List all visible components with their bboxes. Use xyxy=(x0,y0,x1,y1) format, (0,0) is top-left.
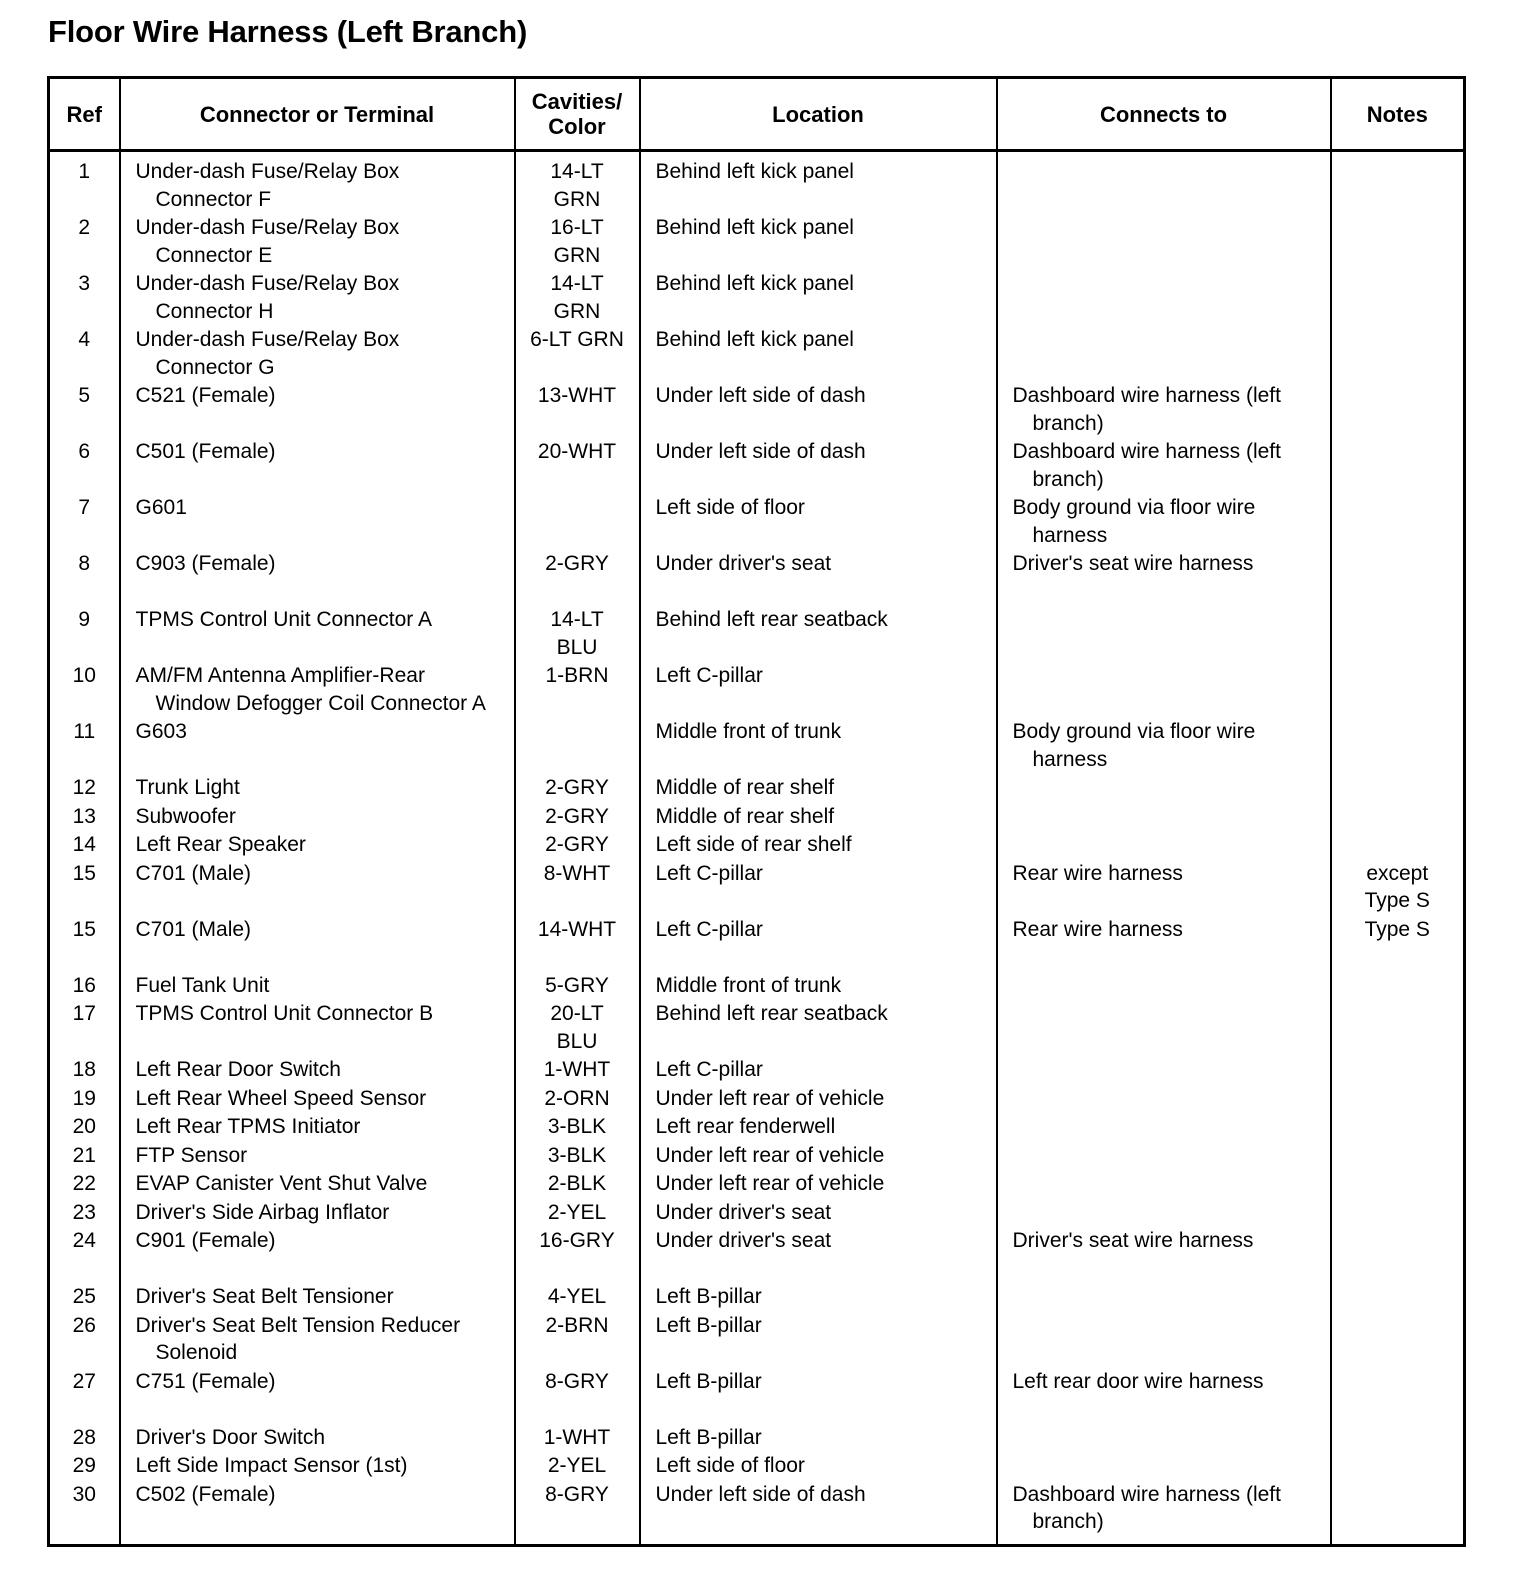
table-row xyxy=(49,718,1465,774)
cell-cavities-color: 2-YEL xyxy=(515,1452,640,1481)
cell-connector: TPMS Control Unit Connector B xyxy=(120,1000,515,1056)
cell-location: Under driver's seat xyxy=(640,1227,997,1283)
cell-ref: 29 xyxy=(49,1452,120,1481)
cell-cavities-color: 14-WHT xyxy=(515,916,640,972)
cell-location: Left B-pillar xyxy=(640,1424,997,1453)
table-row xyxy=(49,774,1465,803)
header-notes: Notes xyxy=(1331,78,1465,151)
cell-notes xyxy=(1331,270,1465,326)
cell-location: Under left rear of vehicle xyxy=(640,1170,997,1199)
cell-notes xyxy=(1331,1452,1465,1481)
cell-cavities-color: 20-WHT xyxy=(515,438,640,494)
cell-notes xyxy=(1331,1170,1465,1199)
cell-ref: 10 xyxy=(49,662,120,718)
cell-connector: Driver's Seat Belt Tensioner xyxy=(120,1283,515,1312)
cell-ref: 2 xyxy=(49,214,120,270)
cell-connector: Driver's Door Switch xyxy=(120,1424,515,1453)
cell-ref: 16 xyxy=(49,972,120,1001)
cell-connects-to xyxy=(997,774,1331,803)
cell-location: Middle of rear shelf xyxy=(640,803,997,832)
cell-location: Left side of floor xyxy=(640,1452,997,1481)
cell-connects-to: Driver's seat wire harness xyxy=(997,1227,1331,1283)
cell-location: Behind left kick panel xyxy=(640,270,997,326)
cell-cavities-color: 1-WHT xyxy=(515,1056,640,1085)
cell-location: Behind left kick panel xyxy=(640,326,997,382)
cell-cavities-color: 14-LT GRN xyxy=(515,270,640,326)
cell-location: Under left side of dash xyxy=(640,438,997,494)
cell-notes xyxy=(1331,831,1465,860)
cell-connector: Subwoofer xyxy=(120,803,515,832)
cell-location: Middle front of trunk xyxy=(640,972,997,1001)
cell-ref: 12 xyxy=(49,774,120,803)
cell-connects-to xyxy=(997,1056,1331,1085)
cell-ref: 3 xyxy=(49,270,120,326)
cell-notes xyxy=(1331,1368,1465,1424)
cell-cavities-color: 16-LT GRN xyxy=(515,214,640,270)
table-row xyxy=(49,1142,1465,1171)
cell-connects-to: Dashboard wire harness (left branch) xyxy=(997,382,1331,438)
cell-notes xyxy=(1331,1283,1465,1312)
table-row xyxy=(49,972,1465,1001)
cell-connects-to xyxy=(997,214,1331,270)
cell-notes xyxy=(1331,662,1465,718)
cell-cavities-color: 4-YEL xyxy=(515,1283,640,1312)
cell-ref: 23 xyxy=(49,1199,120,1228)
cell-cavities-color: 14-LT GRN xyxy=(515,151,640,215)
cell-notes xyxy=(1331,1085,1465,1114)
table-row xyxy=(49,1312,1465,1368)
cell-cavities-color: 1-WHT xyxy=(515,1424,640,1453)
cell-ref: 6 xyxy=(49,438,120,494)
cell-location: Left C-pillar xyxy=(640,662,997,718)
cell-connector: Fuel Tank Unit xyxy=(120,972,515,1001)
cell-location: Left side of rear shelf xyxy=(640,831,997,860)
cell-location: Behind left kick panel xyxy=(640,214,997,270)
cell-notes xyxy=(1331,774,1465,803)
table-row xyxy=(49,1000,1465,1056)
cell-ref: 27 xyxy=(49,1368,120,1424)
cell-connects-to: Left rear door wire harness xyxy=(997,1368,1331,1424)
cell-connects-to: Dashboard wire harness (left branch) xyxy=(997,1481,1331,1546)
table-row xyxy=(49,1424,1465,1453)
cell-cavities-color: 2-GRY xyxy=(515,774,640,803)
table-row xyxy=(49,1283,1465,1312)
cell-notes xyxy=(1331,1424,1465,1453)
cell-cavities-color: 2-BRN xyxy=(515,1312,640,1368)
cell-ref: 14 xyxy=(49,831,120,860)
cell-location: Middle of rear shelf xyxy=(640,774,997,803)
table-row xyxy=(49,326,1465,382)
header-ref: Ref xyxy=(49,78,120,151)
cell-ref: 17 xyxy=(49,1000,120,1056)
header-connector: Connector or Terminal xyxy=(120,78,515,151)
cell-ref: 28 xyxy=(49,1424,120,1453)
table-row xyxy=(49,916,1465,972)
cell-ref: 22 xyxy=(49,1170,120,1199)
cell-connects-to xyxy=(997,1113,1331,1142)
cell-connects-to xyxy=(997,1199,1331,1228)
cell-notes xyxy=(1331,1000,1465,1056)
table-row xyxy=(49,1227,1465,1283)
cell-ref: 9 xyxy=(49,606,120,662)
cell-location: Under driver's seat xyxy=(640,550,997,606)
cell-cavities-color: 13-WHT xyxy=(515,382,640,438)
cell-connector: C521 (Female) xyxy=(120,382,515,438)
table-row xyxy=(49,550,1465,606)
table-row xyxy=(49,662,1465,718)
cell-connects-to: Driver's seat wire harness xyxy=(997,550,1331,606)
cell-connector: Driver's Seat Belt Tension Reducer Solenoid xyxy=(120,1312,515,1368)
table-row xyxy=(49,1368,1465,1424)
cell-location: Left B-pillar xyxy=(640,1283,997,1312)
cell-connects-to xyxy=(997,1424,1331,1453)
cell-connects-to: Rear wire harness xyxy=(997,860,1331,916)
cell-connects-to: Dashboard wire harness (left branch) xyxy=(997,438,1331,494)
cell-cavities-color: 3-BLK xyxy=(515,1142,640,1171)
cell-connects-to: Rear wire harness xyxy=(997,916,1331,972)
cell-connector: C901 (Female) xyxy=(120,1227,515,1283)
cell-ref: 8 xyxy=(49,550,120,606)
cell-location: Left side of floor xyxy=(640,494,997,550)
cell-location: Behind left kick panel xyxy=(640,151,997,215)
cell-notes xyxy=(1331,803,1465,832)
table-row xyxy=(49,831,1465,860)
cell-connects-to xyxy=(997,1142,1331,1171)
header-location: Location xyxy=(640,78,997,151)
cell-connects-to xyxy=(997,1452,1331,1481)
cell-cavities-color: 2-GRY xyxy=(515,803,640,832)
cell-connector: FTP Sensor xyxy=(120,1142,515,1171)
cell-connector: Left Rear Wheel Speed Sensor xyxy=(120,1085,515,1114)
cell-notes xyxy=(1331,550,1465,606)
table-row xyxy=(49,382,1465,438)
cell-location: Middle front of trunk xyxy=(640,718,997,774)
table-row xyxy=(49,270,1465,326)
cell-notes xyxy=(1331,1481,1465,1546)
cell-notes xyxy=(1331,326,1465,382)
cell-cavities-color: 8-WHT xyxy=(515,860,640,916)
cell-ref: 30 xyxy=(49,1481,120,1546)
cell-notes xyxy=(1331,972,1465,1001)
cell-connects-to xyxy=(997,1312,1331,1368)
cell-cavities-color: 6-LT GRN xyxy=(515,326,640,382)
cell-connector: Trunk Light xyxy=(120,774,515,803)
cell-ref: 7 xyxy=(49,494,120,550)
cell-ref: 19 xyxy=(49,1085,120,1114)
cell-connects-to xyxy=(997,1000,1331,1056)
cell-connector: C701 (Male) xyxy=(120,860,515,916)
cell-connector: C751 (Female) xyxy=(120,1368,515,1424)
cell-connector: C502 (Female) xyxy=(120,1481,515,1546)
cell-connects-to xyxy=(997,1085,1331,1114)
table-row xyxy=(49,1056,1465,1085)
cell-cavities-color: 14-LT BLU xyxy=(515,606,640,662)
table-row xyxy=(49,1113,1465,1142)
cell-notes xyxy=(1331,1312,1465,1368)
cell-location: Behind left rear seatback xyxy=(640,606,997,662)
cell-cavities-color xyxy=(515,718,640,774)
cell-connects-to xyxy=(997,606,1331,662)
cell-ref: 24 xyxy=(49,1227,120,1283)
cell-ref: 13 xyxy=(49,803,120,832)
cell-notes xyxy=(1331,718,1465,774)
cell-ref: 5 xyxy=(49,382,120,438)
cell-ref: 15 xyxy=(49,916,120,972)
cell-cavities-color: 8-GRY xyxy=(515,1481,640,1546)
cell-connector: C903 (Female) xyxy=(120,550,515,606)
table-row xyxy=(49,1481,1465,1546)
cell-connects-to xyxy=(997,662,1331,718)
cell-location: Left rear fenderwell xyxy=(640,1113,997,1142)
cell-notes xyxy=(1331,494,1465,550)
cell-connects-to xyxy=(997,326,1331,382)
cell-cavities-color: 2-GRY xyxy=(515,550,640,606)
harness-table xyxy=(47,76,1466,1547)
cell-notes: Type S xyxy=(1331,916,1465,972)
cell-notes xyxy=(1331,606,1465,662)
cell-ref: 20 xyxy=(49,1113,120,1142)
cell-cavities-color: 16-GRY xyxy=(515,1227,640,1283)
header-cavities-color: Cavities/ Color xyxy=(515,78,640,151)
cell-location: Left C-pillar xyxy=(640,1056,997,1085)
cell-notes xyxy=(1331,382,1465,438)
cell-connects-to xyxy=(997,803,1331,832)
cell-connector: Left Rear Speaker xyxy=(120,831,515,860)
cell-connector: G601 xyxy=(120,494,515,550)
table-row xyxy=(49,438,1465,494)
cell-notes xyxy=(1331,1056,1465,1085)
cell-connector: Under-dash Fuse/Relay Box Connector G xyxy=(120,326,515,382)
table-row xyxy=(49,860,1465,916)
cell-connects-to: Body ground via floor wire harness xyxy=(997,718,1331,774)
table-row xyxy=(49,606,1465,662)
cell-connects-to xyxy=(997,1283,1331,1312)
cell-connector: Left Rear Door Switch xyxy=(120,1056,515,1085)
cell-location: Left B-pillar xyxy=(640,1312,997,1368)
cell-connector: Under-dash Fuse/Relay Box Connector H xyxy=(120,270,515,326)
cell-cavities-color: 2-GRY xyxy=(515,831,640,860)
cell-connector: Under-dash Fuse/Relay Box Connector F xyxy=(120,151,515,215)
cell-ref: 15 xyxy=(49,860,120,916)
cell-cavities-color: 3-BLK xyxy=(515,1113,640,1142)
cell-notes xyxy=(1331,214,1465,270)
cell-location: Behind left rear seatback xyxy=(640,1000,997,1056)
cell-connector: Driver's Side Airbag Inflator xyxy=(120,1199,515,1228)
cell-location: Under left rear of vehicle xyxy=(640,1142,997,1171)
cell-notes xyxy=(1331,1199,1465,1228)
cell-cavities-color: 5-GRY xyxy=(515,972,640,1001)
cell-connects-to xyxy=(997,270,1331,326)
cell-ref: 18 xyxy=(49,1056,120,1085)
table-row xyxy=(49,803,1465,832)
header-connects-to: Connects to xyxy=(997,78,1331,151)
cell-connects-to xyxy=(997,972,1331,1001)
cell-cavities-color: 2-ORN xyxy=(515,1085,640,1114)
cell-notes xyxy=(1331,151,1465,215)
cell-notes xyxy=(1331,438,1465,494)
cell-cavities-color: 2-BLK xyxy=(515,1170,640,1199)
cell-location: Left C-pillar xyxy=(640,916,997,972)
cell-connects-to xyxy=(997,1170,1331,1199)
cell-connector: TPMS Control Unit Connector A xyxy=(120,606,515,662)
cell-location: Left C-pillar xyxy=(640,860,997,916)
cell-ref: 1 xyxy=(49,151,120,215)
table-row xyxy=(49,1452,1465,1481)
cell-ref: 4 xyxy=(49,326,120,382)
cell-ref: 26 xyxy=(49,1312,120,1368)
cell-connector: Left Rear TPMS Initiator xyxy=(120,1113,515,1142)
cell-location: Under left side of dash xyxy=(640,382,997,438)
cell-connector: AM/FM Antenna Amplifier-Rear Window Defogger Coil Connector A xyxy=(120,662,515,718)
cell-notes xyxy=(1331,1142,1465,1171)
cell-connector: Under-dash Fuse/Relay Box Connector E xyxy=(120,214,515,270)
table-row xyxy=(49,151,1465,215)
cell-notes xyxy=(1331,1227,1465,1283)
cell-connects-to xyxy=(997,151,1331,215)
page-title: Floor Wire Harness (Left Branch) xyxy=(48,14,528,49)
cell-location: Left B-pillar xyxy=(640,1368,997,1424)
table-header-row xyxy=(49,78,1465,151)
cell-notes: except Type S xyxy=(1331,860,1465,916)
cell-location: Under left rear of vehicle xyxy=(640,1085,997,1114)
cell-location: Under left side of dash xyxy=(640,1481,997,1546)
cell-cavities-color: 2-YEL xyxy=(515,1199,640,1228)
table-row xyxy=(49,1085,1465,1114)
cell-connector: C701 (Male) xyxy=(120,916,515,972)
cell-connects-to: Body ground via floor wire harness xyxy=(997,494,1331,550)
table-row xyxy=(49,214,1465,270)
table-row xyxy=(49,1199,1465,1228)
table-row xyxy=(49,1170,1465,1199)
cell-cavities-color xyxy=(515,494,640,550)
cell-ref: 21 xyxy=(49,1142,120,1171)
cell-ref: 11 xyxy=(49,718,120,774)
cell-location: Under driver's seat xyxy=(640,1199,997,1228)
table-row xyxy=(49,494,1465,550)
cell-cavities-color: 8-GRY xyxy=(515,1368,640,1424)
cell-cavities-color: 1-BRN xyxy=(515,662,640,718)
cell-connector: C501 (Female) xyxy=(120,438,515,494)
cell-connects-to xyxy=(997,831,1331,860)
cell-cavities-color: 20-LT BLU xyxy=(515,1000,640,1056)
cell-connector: EVAP Canister Vent Shut Valve xyxy=(120,1170,515,1199)
cell-connector: G603 xyxy=(120,718,515,774)
cell-ref: 25 xyxy=(49,1283,120,1312)
cell-notes xyxy=(1331,1113,1465,1142)
cell-connector: Left Side Impact Sensor (1st) xyxy=(120,1452,515,1481)
